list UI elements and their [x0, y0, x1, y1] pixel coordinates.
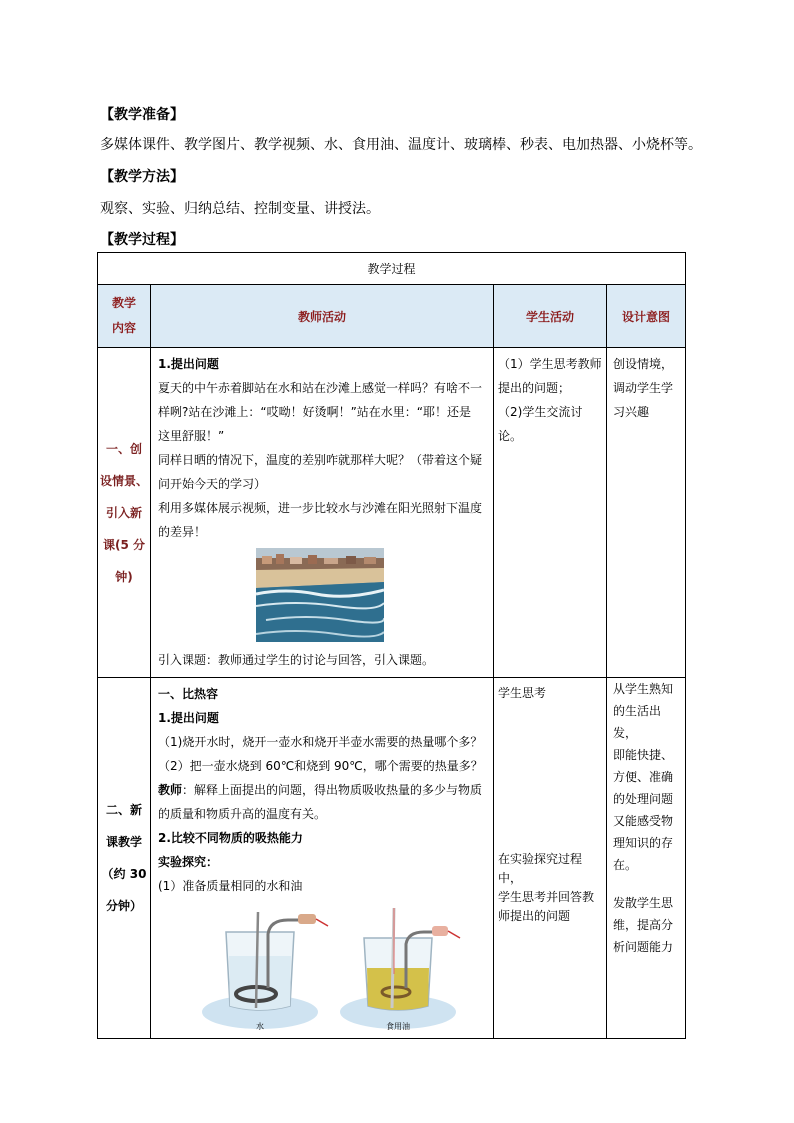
row1-teacher-line: 1.提出问题	[158, 357, 219, 371]
row2-intent-line: 析问题能力	[613, 940, 674, 954]
row1-teacher-line: 夏天的中午赤着脚站在水和站在沙滩上感觉一样吗？有啥不一	[158, 381, 483, 395]
row1-teacher	[151, 348, 494, 678]
teacher-line-rest: ：解释上面提出的问题，得出物质吸收热量的多少与物质	[182, 783, 483, 797]
row2-teacher-line: 的质量和物质升高的温度有关。	[158, 807, 327, 821]
method-text: 观察、实验、归纳总结、控制变量、讲授法。	[100, 201, 380, 217]
student-spacer	[498, 702, 602, 850]
row1-content-line: 钟)	[115, 569, 133, 584]
method-heading: 【教学方法】	[100, 169, 184, 185]
process-heading: 【教学过程】	[100, 232, 184, 248]
row2-content-line: 二、新	[105, 803, 142, 817]
table-row	[98, 678, 686, 1039]
row1-teacher-line: 问开始今天的学习）	[158, 477, 267, 491]
row2-teacher-line: （2）把一壶水烧到 60℃和烧到 90℃，哪个需要的热量多？	[158, 759, 483, 773]
row1-teacher-line: 这里舒服！”	[158, 429, 225, 443]
row2-intent-line: 在。	[613, 858, 638, 872]
row2-intent-line: 方便、准确	[613, 770, 674, 784]
row1-content-line: 设情景、	[99, 473, 148, 488]
row1-content-line: 课(5 分	[102, 537, 145, 552]
row2-teacher-line: 1.提出问题	[158, 711, 219, 725]
row1-content-line: 引入新	[105, 505, 142, 520]
table-row	[98, 348, 686, 678]
prep-heading: 【教学准备】	[100, 107, 184, 123]
row2-student	[494, 678, 607, 1039]
row1-content	[98, 348, 151, 678]
row2-student-line: 在实验探究过程中，	[498, 852, 583, 885]
row2-intent-line: 从学生熟知	[613, 682, 674, 696]
row2-student-line: 学生思考	[498, 686, 547, 700]
row1-student-line: 提出的问题；	[498, 381, 571, 395]
row2-intent-line: 即能快捷、	[613, 748, 674, 762]
row2-intent-line: 的处理问题	[613, 792, 674, 806]
row2-teacher-line	[158, 778, 487, 802]
row2-teacher-line: 一、比热容	[158, 687, 219, 701]
table-title: 教学过程	[98, 253, 686, 285]
row1-intent-line: 习兴趣	[613, 405, 650, 419]
row2-content-line: （约 30	[101, 867, 147, 881]
row2-intent	[607, 678, 686, 1039]
row2-content-line: 课教学	[105, 835, 142, 849]
row1-intent	[607, 348, 686, 678]
row2-intent-line: 理知识的存	[613, 836, 674, 850]
header-content-line1: 教学	[111, 296, 136, 310]
process-table	[97, 252, 686, 1039]
oil-label: 食用油	[386, 1022, 410, 1031]
row1-content-line: 一、创	[105, 441, 142, 456]
row1-student-line: （2)学生交流讨论。	[498, 405, 583, 443]
row2-teacher-line: 实验探究：	[158, 855, 219, 869]
row2-intent-line: 发散学生思	[613, 896, 674, 910]
header-content	[98, 285, 151, 348]
row2-teacher-line: (1）准备质量相同的水和油	[158, 879, 303, 893]
beach-photo	[256, 548, 384, 642]
row2-content-line: 分钟）	[105, 899, 142, 913]
row1-teacher-line: 引入课题：教师通过学生的讨论与回答，引入课题。	[158, 653, 435, 667]
row2-intent-line: 维，提高分	[613, 918, 674, 932]
water-label: 水	[256, 1022, 264, 1031]
row1-teacher-line: 样咧?站在沙滩上：“哎呦！好烫啊！”站在水里：“耶！还是	[158, 405, 472, 419]
row2-intent-line: 又能感受物	[613, 814, 674, 828]
row1-intent-line: 创设情境，	[613, 357, 674, 371]
row2-content	[98, 678, 151, 1039]
header-teacher: 教师活动	[151, 285, 494, 348]
header-content-line2: 内容	[111, 321, 136, 335]
header-intent: 设计意图	[607, 285, 686, 348]
row2-student-line: 师提出的问题	[498, 909, 571, 923]
row1-student-line: （1）学生思考教师	[498, 357, 602, 371]
teacher-label: 教师	[158, 783, 183, 797]
row2-intent-line: 的生活出发，	[613, 704, 662, 740]
intent-spacer	[613, 876, 679, 892]
row2-student-line: 学生思考并回答教	[498, 890, 595, 904]
row2-teacher-line: （1)烧开水时，烧开一壶水和烧开半壶水需要的热量哪个多？	[158, 735, 483, 749]
header-student: 学生活动	[494, 285, 607, 348]
row1-teacher-line: 利用多媒体展示视频，进一步比较水与沙滩在阳光照射下温度	[158, 501, 483, 515]
row2-teacher	[151, 678, 494, 1039]
row1-intent-line: 调动学生学	[613, 381, 674, 395]
row2-teacher-line: 2.比较不同物质的吸热能力	[158, 831, 303, 845]
row1-teacher-line: 的差异！	[158, 525, 207, 539]
prep-text: 多媒体课件、教学图片、教学视频、水、食用油、温度计、玻璃棒、秒表、电加热器、小烧杯等。	[100, 137, 702, 153]
row1-student	[494, 348, 607, 678]
row1-teacher-line: 同样日晒的情况下，温度的差别咋就那样大呢？（带着这个疑	[158, 453, 483, 467]
beakers-illustration	[198, 904, 468, 1034]
